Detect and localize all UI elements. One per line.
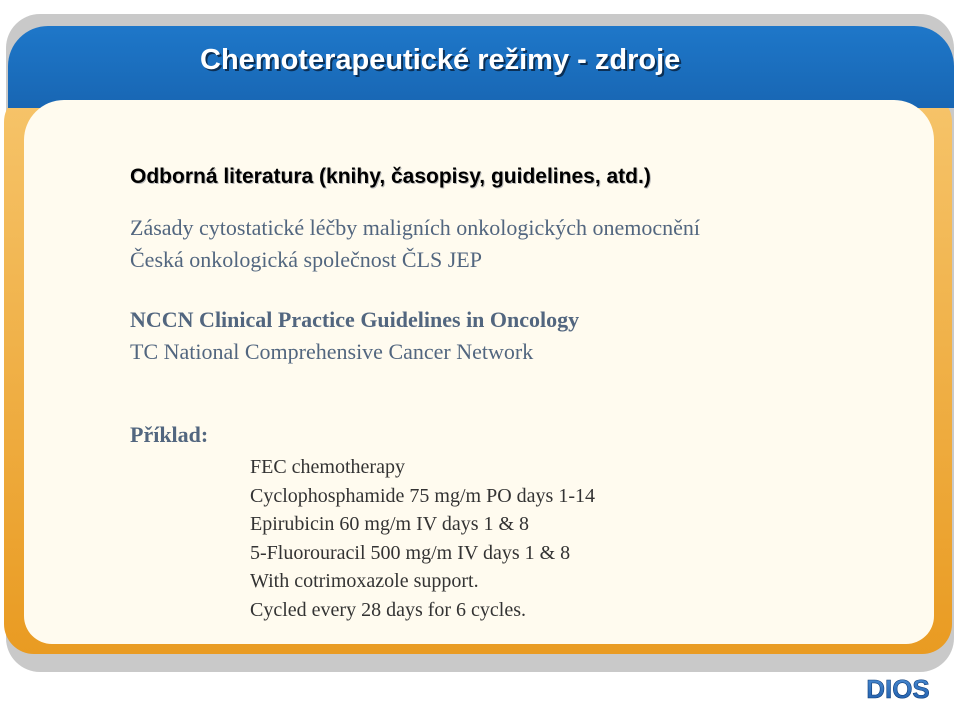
source-czech-publisher: Česká onkologická společnost ČLS JEP bbox=[130, 247, 482, 272]
example-label: Příklad: bbox=[130, 422, 209, 447]
example-line: Cyclophosphamide 75 mg/m PO days 1-14 bbox=[250, 484, 595, 507]
source-nccn bbox=[130, 304, 579, 368]
dios-logo bbox=[858, 672, 938, 704]
source-czech bbox=[130, 212, 700, 276]
example-list bbox=[250, 453, 595, 625]
example-line: 5-Fluorouracil 500 mg/m IV days 1 & 8 bbox=[250, 541, 571, 564]
example-line: Cycled every 28 days for 6 cycles. bbox=[250, 598, 527, 621]
source-nccn-title: NCCN Clinical Practice Guidelines in Oncology bbox=[130, 307, 580, 332]
example-line: FEC chemotherapy bbox=[250, 456, 405, 478]
slide-title: Chemoterapeutické režimy - zdroje bbox=[200, 44, 681, 76]
example-line: Epirubicin 60 mg/m IV days 1 & 8 bbox=[250, 513, 530, 536]
section-heading: Odborná literatura (knihy, časopisy, guidelines, atd.) bbox=[130, 165, 651, 188]
source-nccn-publisher: TC National Comprehensive Cancer Network bbox=[130, 339, 534, 364]
example-line: With cotrimoxazole support. bbox=[250, 570, 479, 593]
source-czech-title: Zásady cytostatické léčby maligních onkologických onemocnění bbox=[130, 215, 700, 240]
dios-logo-text: DIOS bbox=[866, 674, 930, 704]
